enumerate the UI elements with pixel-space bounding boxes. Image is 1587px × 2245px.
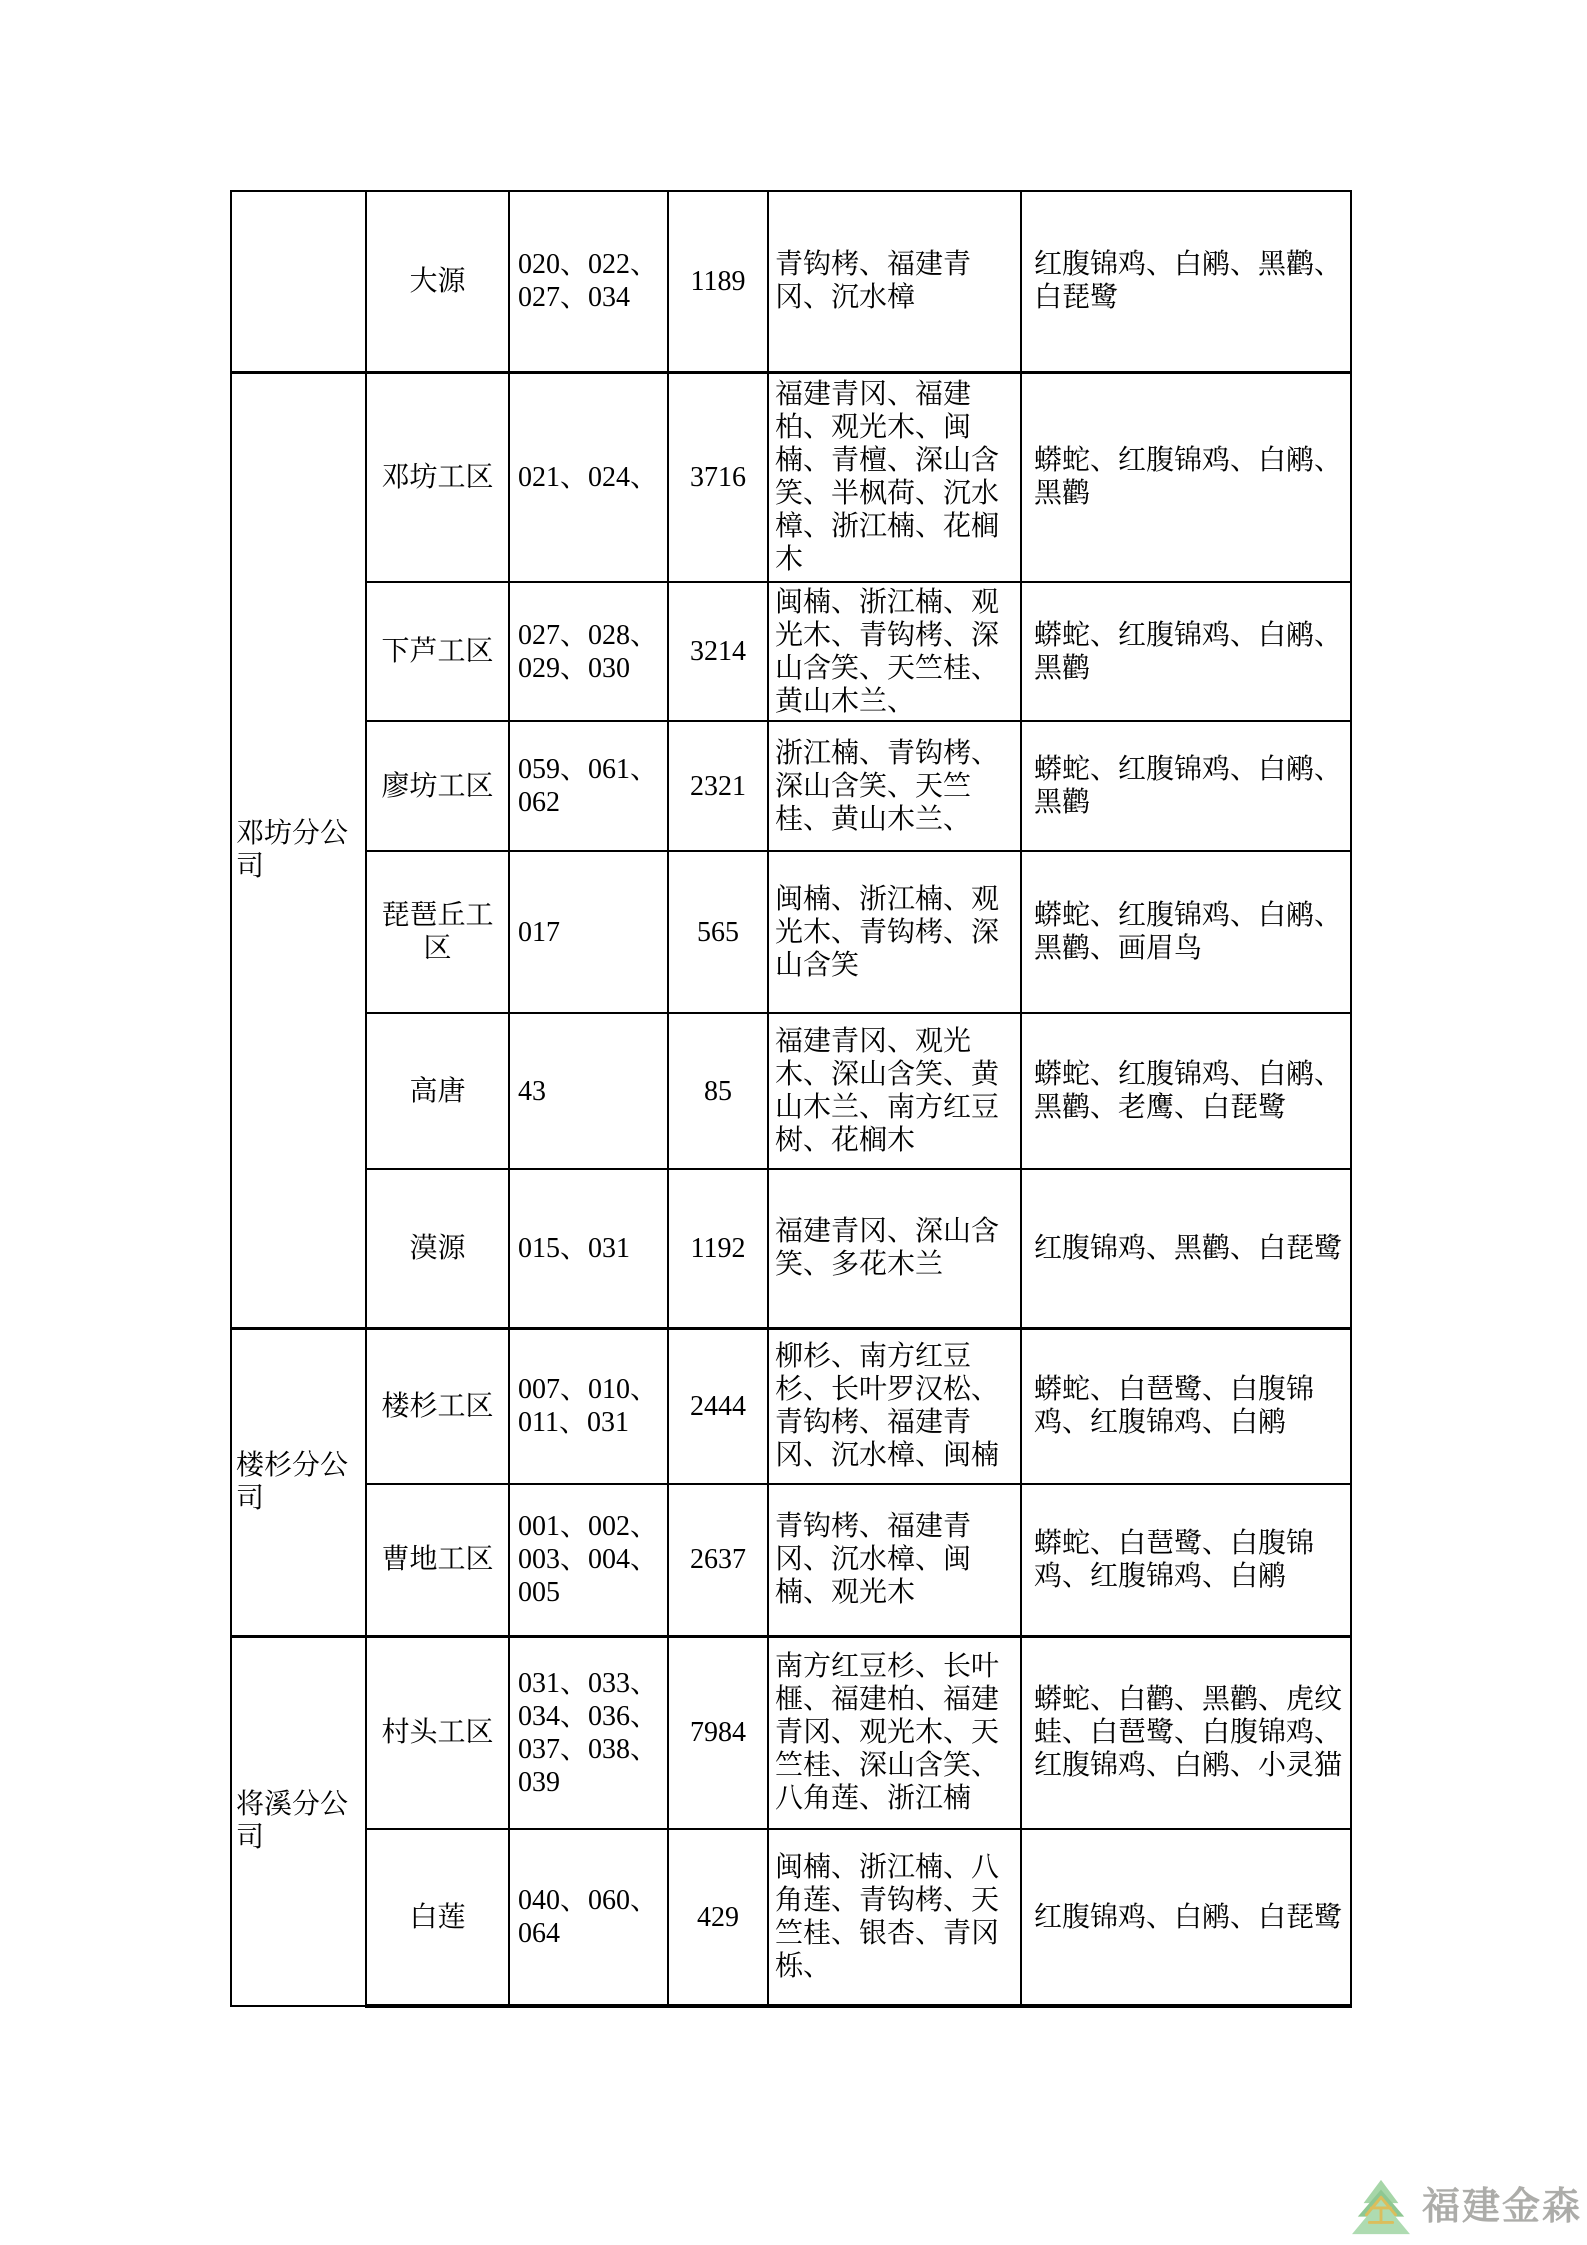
area-cell: 白莲 bbox=[366, 1829, 509, 2006]
codes-cell: 031、033、034、036、037、038、039 bbox=[509, 1636, 668, 1829]
count-cell: 1192 bbox=[668, 1169, 768, 1328]
codes-cell: 027、028、029、030 bbox=[509, 582, 668, 721]
count-cell: 85 bbox=[668, 1013, 768, 1169]
area-cell: 村头工区 bbox=[366, 1636, 509, 1829]
trees-cell: 闽楠、浙江楠、观光木、青钩栲、深山含笑 bbox=[768, 851, 1021, 1013]
trees-cell: 南方红豆杉、长叶榧、福建柏、福建青冈、观光木、天竺桂、深山含笑、八角莲、浙江楠 bbox=[768, 1636, 1021, 1829]
count-cell: 429 bbox=[668, 1829, 768, 2006]
count-cell: 2444 bbox=[668, 1328, 768, 1484]
logo-text: 福建金森 bbox=[1422, 2186, 1583, 2228]
trees-cell: 福建青冈、深山含笑、多花木兰 bbox=[768, 1169, 1021, 1328]
company-section bbox=[231, 1328, 1351, 1636]
animals-cell: 红腹锦鸡、白鹇、白琵鹭 bbox=[1021, 1829, 1351, 2006]
count-cell: 2637 bbox=[668, 1484, 768, 1636]
area-cell: 漠源 bbox=[366, 1169, 509, 1328]
animals-cell: 蟒蛇、红腹锦鸡、白鹇、黑鹳 bbox=[1021, 372, 1351, 582]
table-row bbox=[231, 582, 1351, 721]
company-cell: 楼杉分公司 bbox=[231, 1328, 366, 1636]
codes-cell: 021、024、 bbox=[509, 372, 668, 582]
trees-cell: 闽楠、浙江楠、八角莲、青钩栲、天竺桂、银杏、青冈栎、 bbox=[768, 1829, 1021, 2006]
table-row bbox=[231, 1829, 1351, 2006]
codes-cell: 059、061、062 bbox=[509, 721, 668, 851]
codes-cell: 001、002、003、004、005 bbox=[509, 1484, 668, 1636]
table-row bbox=[231, 851, 1351, 1013]
codes-cell: 020、022、027、034 bbox=[509, 191, 668, 372]
count-cell: 2321 bbox=[668, 721, 768, 851]
animals-cell: 蟒蛇、红腹锦鸡、白鹇、黑鹳、画眉鸟 bbox=[1021, 851, 1351, 1013]
animals-cell: 蟒蛇、红腹锦鸡、白鹇、黑鹳、老鹰、白琵鹭 bbox=[1021, 1013, 1351, 1169]
protected-species-table bbox=[230, 190, 1352, 2008]
animals-cell: 蟒蛇、红腹锦鸡、白鹇、黑鹳 bbox=[1021, 582, 1351, 721]
codes-cell: 007、010、011、031 bbox=[509, 1328, 668, 1484]
pine-tree-logo-icon bbox=[1350, 2178, 1412, 2236]
codes-cell: 015、031 bbox=[509, 1169, 668, 1328]
table-row bbox=[231, 1013, 1351, 1169]
trees-cell: 福建青冈、观光木、深山含笑、黄山木兰、南方红豆树、花榈木 bbox=[768, 1013, 1021, 1169]
company-section bbox=[231, 372, 1351, 1328]
company-section bbox=[231, 1636, 1351, 2006]
animals-cell: 红腹锦鸡、黑鹳、白琵鹭 bbox=[1021, 1169, 1351, 1328]
area-cell: 邓坊工区 bbox=[366, 372, 509, 582]
codes-cell: 017 bbox=[509, 851, 668, 1013]
trees-cell: 浙江楠、青钩栲、深山含笑、天竺桂、黄山木兰、 bbox=[768, 721, 1021, 851]
animals-cell: 蟒蛇、白鹳、黑鹳、虎纹蛙、白琶鹭、白腹锦鸡、红腹锦鸡、白鹇、小灵猫 bbox=[1021, 1636, 1351, 1829]
count-cell: 3716 bbox=[668, 372, 768, 582]
codes-cell: 040、060、064 bbox=[509, 1829, 668, 2006]
count-cell: 1189 bbox=[668, 191, 768, 372]
animals-cell: 红腹锦鸡、白鹇、黑鹳、白琵鹭 bbox=[1021, 191, 1351, 372]
trees-cell: 闽楠、浙江楠、观光木、青钩栲、深山含笑、天竺桂、黄山木兰、 bbox=[768, 582, 1021, 721]
area-cell: 曹地工区 bbox=[366, 1484, 509, 1636]
trees-cell: 青钩栲、福建青冈、沉水樟 bbox=[768, 191, 1021, 372]
animals-cell: 蟒蛇、白琶鹭、白腹锦鸡、红腹锦鸡、白鹇 bbox=[1021, 1484, 1351, 1636]
animals-cell: 蟒蛇、白琶鹭、白腹锦鸡、红腹锦鸡、白鹇 bbox=[1021, 1328, 1351, 1484]
area-cell: 琵琶丘工区 bbox=[366, 851, 509, 1013]
table-row bbox=[231, 372, 1351, 582]
count-cell: 565 bbox=[668, 851, 768, 1013]
table-row bbox=[231, 1328, 1351, 1484]
company-section bbox=[231, 191, 1351, 372]
count-cell: 3214 bbox=[668, 582, 768, 721]
company-cell: 邓坊分公司 bbox=[231, 372, 366, 1328]
company-cell bbox=[231, 191, 366, 372]
company-logo bbox=[1350, 2178, 1582, 2236]
count-cell: 7984 bbox=[668, 1636, 768, 1829]
company-cell: 将溪分公司 bbox=[231, 1636, 366, 2006]
table-row bbox=[231, 191, 1351, 372]
area-cell: 大源 bbox=[366, 191, 509, 372]
area-cell: 下芦工区 bbox=[366, 582, 509, 721]
animals-cell: 蟒蛇、红腹锦鸡、白鹇、黑鹳 bbox=[1021, 721, 1351, 851]
trees-cell: 福建青冈、福建柏、观光木、闽楠、青檀、深山含笑、半枫荷、沉水樟、浙江楠、花榈木 bbox=[768, 372, 1021, 582]
area-cell: 廖坊工区 bbox=[366, 721, 509, 851]
codes-cell: 43 bbox=[509, 1013, 668, 1169]
table-row bbox=[231, 721, 1351, 851]
table-row bbox=[231, 1169, 1351, 1328]
trees-cell: 青钩栲、福建青冈、沉水樟、闽楠、观光木 bbox=[768, 1484, 1021, 1636]
table-row bbox=[231, 1484, 1351, 1636]
table-row bbox=[231, 1636, 1351, 1829]
trees-cell: 柳杉、南方红豆杉、长叶罗汉松、青钩栲、福建青冈、沉水樟、闽楠 bbox=[768, 1328, 1021, 1484]
area-cell: 楼杉工区 bbox=[366, 1328, 509, 1484]
area-cell: 高唐 bbox=[366, 1013, 509, 1169]
